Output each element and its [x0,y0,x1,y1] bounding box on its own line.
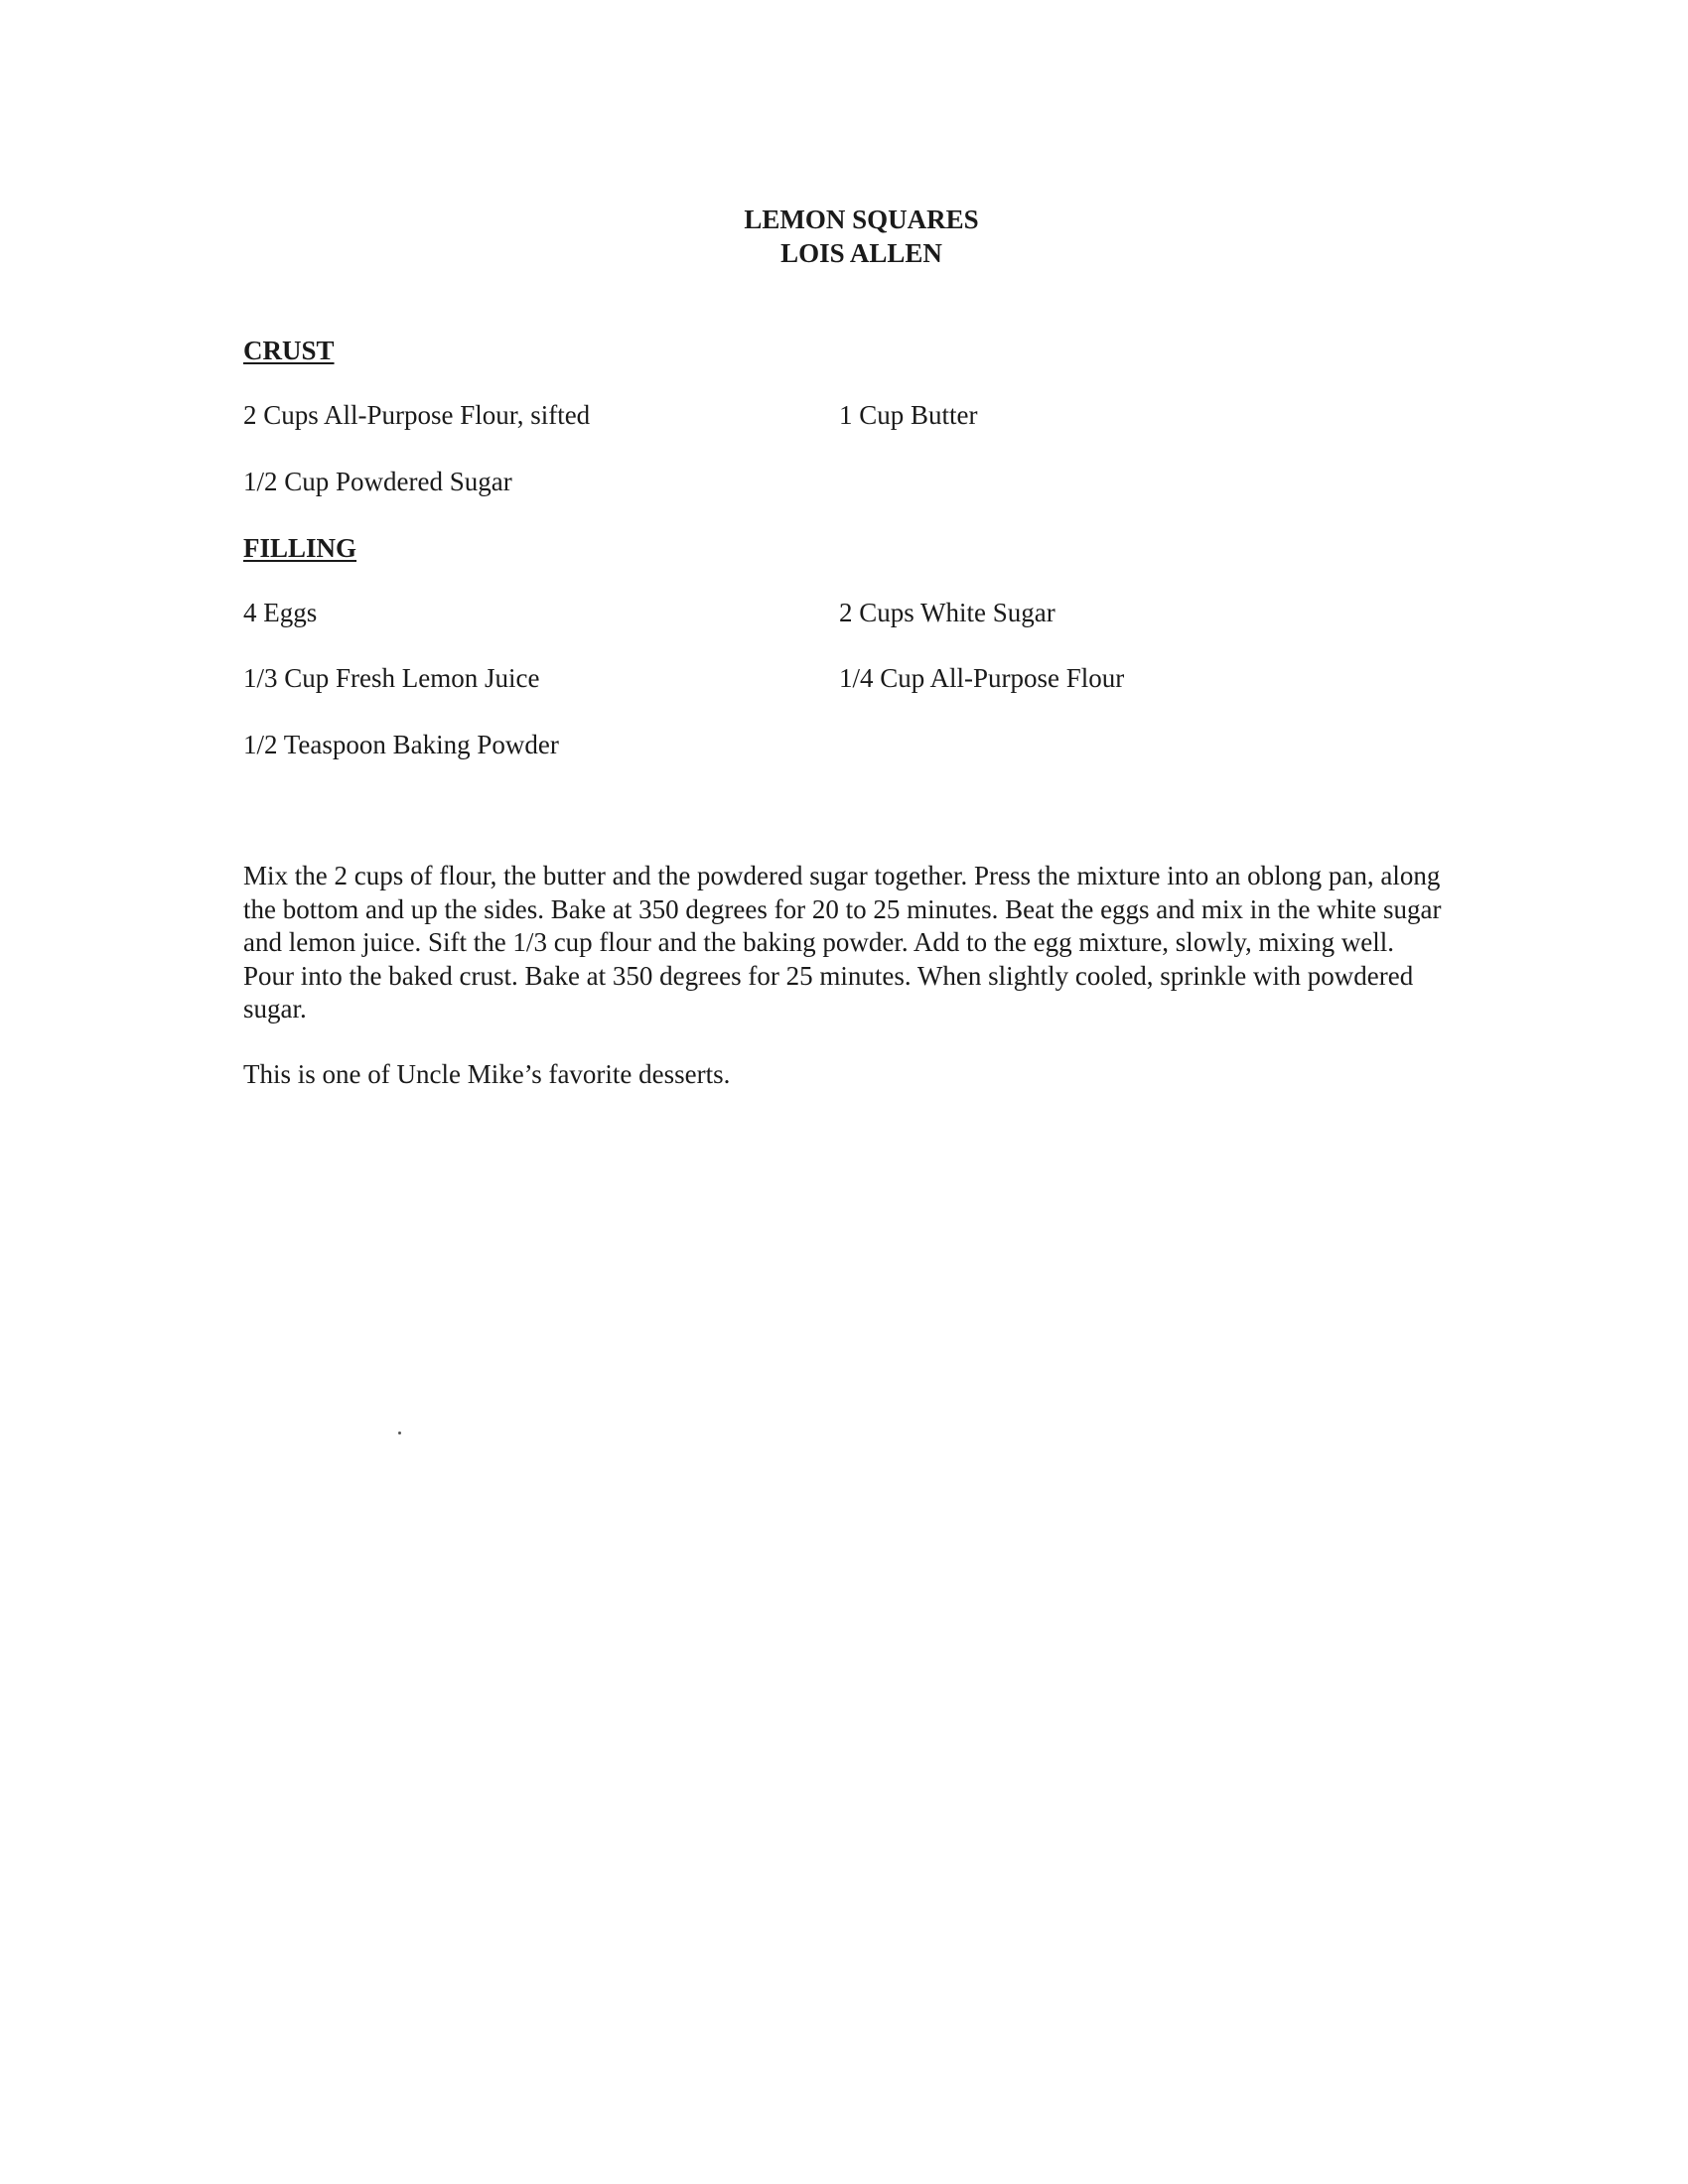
filling-heading: FILLING [243,533,357,563]
recipe-title-block [0,203,1688,270]
filling-ingredient-eggs: 4 Eggs [243,598,318,627]
recipe-author: LOIS ALLEN [780,238,942,268]
filling-ingredient-white-sugar: 2 Cups White Sugar [839,598,1055,627]
filling-ingredient-lemon-juice: 1/3 Cup Fresh Lemon Juice [243,663,540,693]
crust-ingredient-butter: 1 Cup Butter [839,400,978,430]
crust-heading: CRUST [243,336,335,365]
crust-ingredient-powdered-sugar: 1/2 Cup Powdered Sugar [243,467,512,496]
recipe-title: LEMON SQUARES [744,205,979,234]
crust-ingredient-flour: 2 Cups All-Purpose Flour, sifted [243,400,591,430]
recipe-instructions: Mix the 2 cups of flour, the butter and the powdered sugar together. Press the mixture into an oblong pan, along the bottom and up the sides. Bake at 350 degrees for 20 to 25 minutes. Beat the eggs and mix in the white sugar and lemon juice. Sift the 1/3 cup flour and the baking powder. Add to the egg mixture, slowly, mixing well. Pour into the baked crust. Bake at 350 degrees for 25 minutes. When slightly cooled, sprinkle with powdered sugar. [243,861,1442,1024]
recipe-note: This is one of Uncle Mike’s favorite desserts. [243,1059,731,1089]
filling-ingredient-flour: 1/4 Cup All-Purpose Flour [839,663,1125,693]
filling-ingredient-baking-powder: 1/2 Teaspoon Baking Powder [243,730,559,759]
scan-speck [398,1432,401,1434]
